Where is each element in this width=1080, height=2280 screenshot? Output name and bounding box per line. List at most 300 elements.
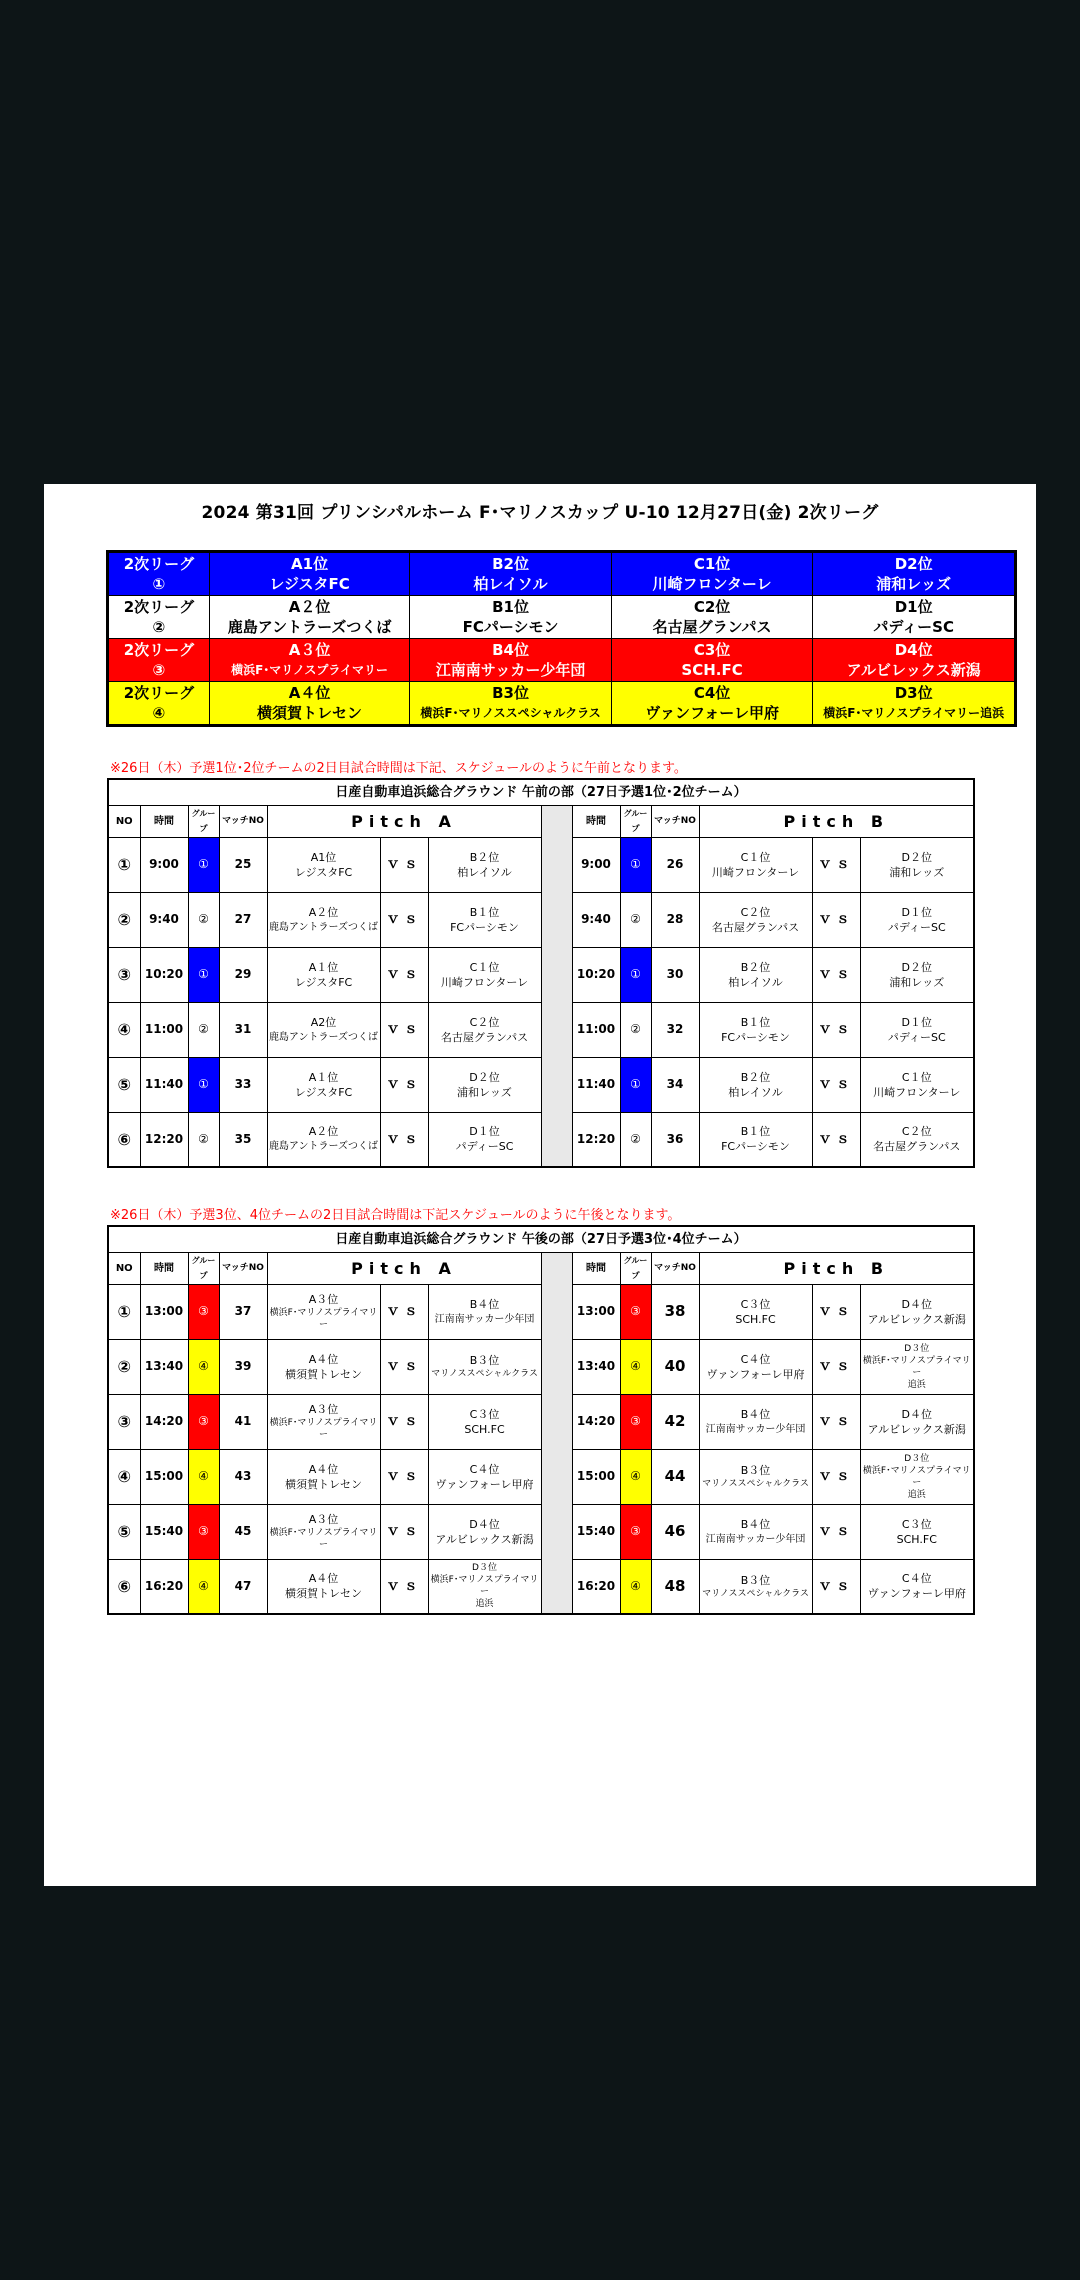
schedule-header-row <box>108 805 974 837</box>
group-rank: B2位 <box>492 555 529 573</box>
team-name: 横浜F･マリノスプライマリー <box>430 1575 539 1598</box>
match-number: 25 <box>219 837 267 892</box>
header-group: グループ <box>188 805 219 837</box>
match-number: 43 <box>219 1449 267 1504</box>
match-time: 9:00 <box>572 837 620 892</box>
round-number: ③ <box>108 1394 140 1449</box>
group-team-cell <box>410 682 612 726</box>
round-number: ③ <box>108 947 140 1002</box>
vs-label: ｖｓ <box>380 1559 428 1614</box>
vs-label: ｖｓ <box>812 1504 860 1559</box>
team-name: SCH.FC <box>896 1532 937 1546</box>
group-team-name: 横須賀トレセン <box>257 704 363 722</box>
vs-label: ｖｓ <box>812 1449 860 1504</box>
group-rank: D1位 <box>894 598 933 616</box>
vs-label: ｖｓ <box>812 1339 860 1394</box>
match-number: 35 <box>219 1112 267 1167</box>
vs-label: ｖｓ <box>812 1559 860 1614</box>
team-cell <box>699 1057 812 1112</box>
vs-label: ｖｓ <box>380 1002 428 1057</box>
schedule-sheet <box>44 484 1036 1886</box>
team-rank: B２位 <box>740 960 771 974</box>
vs-label: ｖｓ <box>812 1112 860 1167</box>
team-rank: D２位 <box>901 960 932 974</box>
team-name: SCH.FC <box>464 1422 505 1436</box>
team-name: 浦和レッズ <box>889 975 945 989</box>
match-time: 10:20 <box>572 947 620 1002</box>
team-cell <box>428 1339 541 1394</box>
group-team-name: 横浜F･マリノススペシャルクラス <box>420 706 601 720</box>
team-name: 浦和レッズ <box>457 1085 512 1099</box>
match-number: 42 <box>651 1394 699 1449</box>
team-name: 横浜F･マリノスプライマリー <box>862 1355 971 1378</box>
pitch-divider <box>541 1252 572 1614</box>
afternoon-schedule-table <box>107 1225 975 1615</box>
team-rank: C１位 <box>740 850 771 864</box>
group-badge: ② <box>188 1002 219 1057</box>
group-badge: ④ <box>620 1449 651 1504</box>
vs-label: ｖｓ <box>380 1449 428 1504</box>
match-number: 46 <box>651 1504 699 1559</box>
team-cell <box>860 1504 974 1559</box>
group-badge: ① <box>188 1057 219 1112</box>
team-cell <box>428 892 541 947</box>
team-cell <box>267 1057 380 1112</box>
match-number: 47 <box>219 1559 267 1614</box>
team-rank: B３位 <box>740 1464 771 1477</box>
group-badge: ③ <box>188 1394 219 1449</box>
round-number: ⑥ <box>108 1112 140 1167</box>
group-badge: ① <box>188 837 219 892</box>
vs-label: ｖｓ <box>812 1284 860 1339</box>
team-cell <box>267 1449 380 1504</box>
team-rank: A１位 <box>308 960 339 974</box>
header-match-no: マッチNO <box>219 1252 267 1284</box>
match-number: 31 <box>219 1002 267 1057</box>
team-cell <box>267 892 380 947</box>
team-name: レジスタFC <box>294 865 353 879</box>
league-label-cell <box>108 639 210 682</box>
schedule-caption-row <box>108 779 974 805</box>
team-cell <box>267 1504 380 1559</box>
match-number: 36 <box>651 1112 699 1167</box>
vs-label: ｖｓ <box>812 1394 860 1449</box>
group-badge: ③ <box>620 1284 651 1339</box>
league-label: 2次リーグ <box>123 555 195 573</box>
team-cell <box>428 1284 541 1339</box>
group-team-name: 横浜F･マリノスプライマリー <box>231 663 388 677</box>
team-cell <box>267 1559 380 1614</box>
vs-label: ｖｓ <box>812 892 860 947</box>
match-time: 15:40 <box>572 1504 620 1559</box>
header-pitch-b: Pitch B <box>699 1252 974 1284</box>
group-badge: ③ <box>188 1284 219 1339</box>
match-time: 15:00 <box>572 1449 620 1504</box>
league-number: ② <box>152 618 166 636</box>
team-name: 横須賀トレセン <box>285 1477 362 1491</box>
match-number: 37 <box>219 1284 267 1339</box>
round-number: ④ <box>108 1449 140 1504</box>
round-number: ② <box>108 892 140 947</box>
team-rank: C１位 <box>469 960 500 974</box>
header-pitch-b: Pitch B <box>699 805 974 837</box>
group-badge: ① <box>188 947 219 1002</box>
team-cell <box>267 947 380 1002</box>
league-label: 2次リーグ <box>123 641 195 659</box>
match-time: 11:00 <box>140 1002 188 1057</box>
team-rank: D２位 <box>469 1070 500 1084</box>
pitch-divider <box>541 805 572 1167</box>
team-name: アルビレックス新潟 <box>867 1312 966 1326</box>
group-rank: C2位 <box>693 598 731 616</box>
match-time: 11:40 <box>572 1057 620 1112</box>
round-number: ⑥ <box>108 1559 140 1614</box>
group-team-name: ヴァンフォーレ甲府 <box>645 704 779 722</box>
team-rank: C２位 <box>901 1125 932 1139</box>
team-cell <box>699 1002 812 1057</box>
vs-label: ｖｓ <box>380 1284 428 1339</box>
match-number: 41 <box>219 1394 267 1449</box>
team-rank: B３位 <box>740 1573 771 1587</box>
group-rank: C3位 <box>693 641 731 659</box>
header-time: 時間 <box>572 1252 620 1284</box>
league-label-cell <box>108 596 210 639</box>
team-name: 江南南サッカー少年団 <box>705 1533 806 1545</box>
team-name: パディーSC <box>455 1140 514 1154</box>
group-team-name: 江南南サッカー少年団 <box>435 661 586 679</box>
group-team-cell <box>611 639 813 682</box>
schedule-caption: 日産自動車追浜総合グラウンド 午後の部（27日予選3位･4位チーム） <box>108 1226 974 1252</box>
match-time: 16:20 <box>140 1559 188 1614</box>
vs-label: ｖｓ <box>380 1057 428 1112</box>
vs-label: ｖｓ <box>380 947 428 1002</box>
team-rank: A２位 <box>308 1125 339 1139</box>
vs-label: ｖｓ <box>812 1002 860 1057</box>
team-rank: B１位 <box>469 905 500 919</box>
match-time: 15:00 <box>140 1449 188 1504</box>
team-cell <box>428 1394 541 1449</box>
team-cell <box>860 1449 974 1504</box>
match-time: 11:00 <box>572 1002 620 1057</box>
group-rank: D2位 <box>894 555 933 573</box>
group-badge: ④ <box>188 1449 219 1504</box>
header-match-no: マッチNO <box>651 1252 699 1284</box>
group-rank: C1位 <box>693 555 731 573</box>
team-rank: B１位 <box>740 1125 771 1139</box>
group-team-cell <box>209 639 409 682</box>
match-number: 39 <box>219 1339 267 1394</box>
match-number: 27 <box>219 892 267 947</box>
header-group: グループ <box>188 1252 219 1284</box>
group-badge: ④ <box>188 1339 219 1394</box>
match-time: 13:40 <box>572 1339 620 1394</box>
group-team-cell <box>410 552 612 596</box>
team-name: 横須賀トレセン <box>285 1367 362 1381</box>
match-time: 9:00 <box>140 837 188 892</box>
afternoon-note: ※26日（木）予選3位、4位チームの2日目試合時間は下記スケジュールのように午後となります。 <box>110 1208 681 1223</box>
team-cell <box>428 837 541 892</box>
match-time: 15:40 <box>140 1504 188 1559</box>
group-team-name: 柏レイソル <box>473 575 548 593</box>
match-number: 45 <box>219 1504 267 1559</box>
match-number: 32 <box>651 1002 699 1057</box>
group-team-cell <box>410 596 612 639</box>
team-rank: B４位 <box>740 1517 771 1531</box>
header-match-no: マッチNO <box>651 805 699 837</box>
team-name: ヴァンフォーレ甲府 <box>706 1367 805 1381</box>
team-rank: C１位 <box>901 1070 932 1084</box>
group-rank: A２位 <box>288 598 331 616</box>
team-rank: C３位 <box>469 1407 500 1421</box>
team-cell <box>699 1504 812 1559</box>
team-name: レジスタFC <box>294 975 353 989</box>
league-label-cell <box>108 552 210 596</box>
team-cell <box>699 1394 812 1449</box>
group-rank: C4位 <box>693 684 731 702</box>
team-name: 横須賀トレセン <box>285 1587 362 1601</box>
team-rank: C４位 <box>469 1462 500 1476</box>
team-rank: A３位 <box>308 1293 339 1306</box>
team-name: レジスタFC <box>294 1085 353 1099</box>
group-badge: ② <box>620 1002 651 1057</box>
team-rank: A４位 <box>308 1352 339 1366</box>
group-badge: ① <box>620 837 651 892</box>
team-rank: D４位 <box>901 1297 932 1311</box>
group-team-name: 川崎フロンターレ <box>652 575 772 593</box>
team-cell <box>428 1559 541 1614</box>
team-name: 川崎フロンターレ <box>711 865 800 879</box>
group-rank: B1位 <box>492 598 529 616</box>
team-rank: A３位 <box>308 1513 339 1526</box>
team-cell <box>267 1394 380 1449</box>
team-name: 江南南サッカー少年団 <box>705 1423 806 1435</box>
team-rank: A１位 <box>308 1070 339 1084</box>
team-cell <box>860 1559 974 1614</box>
match-number: 29 <box>219 947 267 1002</box>
group-team-name: レジスタFC <box>269 575 350 593</box>
match-time: 13:00 <box>572 1284 620 1339</box>
team-rank: D１位 <box>901 905 932 919</box>
team-cell <box>860 947 974 1002</box>
league-number: ① <box>152 575 166 593</box>
page-title: 2024 第31回 プリンシパルホーム F･マリノスカップ U-10 12月27日(金) 2次リーグ <box>201 503 879 523</box>
team-rank: B４位 <box>469 1297 500 1311</box>
vs-label: ｖｓ <box>380 1112 428 1167</box>
group-team-name: 横浜F･マリノスプライマリー追浜 <box>823 706 1005 720</box>
team-cell <box>699 1559 812 1614</box>
team-rank: D３位 <box>904 1453 930 1464</box>
league-label: 2次リーグ <box>123 598 195 616</box>
match-time: 12:20 <box>572 1112 620 1167</box>
vs-label: ｖｓ <box>380 1504 428 1559</box>
match-number: 44 <box>651 1449 699 1504</box>
team-cell <box>860 837 974 892</box>
match-time: 9:40 <box>140 892 188 947</box>
team-cell <box>428 1449 541 1504</box>
group-team-cell <box>209 682 409 726</box>
group-team-name: パディーSC <box>873 618 954 636</box>
team-name: パディーSC <box>887 920 946 934</box>
group-rank: A1位 <box>291 555 329 573</box>
group-row <box>108 639 1016 682</box>
group-team-cell <box>611 552 813 596</box>
team-cell <box>860 1284 974 1339</box>
match-time: 10:20 <box>140 947 188 1002</box>
team-cell <box>860 1002 974 1057</box>
group-rank: A４位 <box>288 684 331 702</box>
team-name: 追浜 <box>475 1599 494 1610</box>
group-rank: A３位 <box>288 641 331 659</box>
team-name: 横浜F･マリノスプライマリー <box>269 1528 378 1550</box>
group-table <box>106 550 1017 727</box>
match-number: 34 <box>651 1057 699 1112</box>
match-number: 28 <box>651 892 699 947</box>
round-number: ① <box>108 1284 140 1339</box>
team-rank: A４位 <box>308 1572 339 1586</box>
team-cell <box>860 1339 974 1394</box>
vs-label: ｖｓ <box>812 1057 860 1112</box>
match-number: 40 <box>651 1339 699 1394</box>
match-number: 26 <box>651 837 699 892</box>
group-badge: ④ <box>620 1339 651 1394</box>
team-name: 追浜 <box>907 1489 926 1500</box>
team-rank: A1位 <box>310 850 337 864</box>
team-name: 江南南サッカー少年団 <box>434 1313 535 1325</box>
team-name: 名古屋グランパス <box>873 1140 961 1154</box>
group-rank: D3位 <box>894 684 933 702</box>
team-rank: D１位 <box>901 1015 932 1029</box>
team-rank: B２位 <box>740 1070 771 1084</box>
team-name: 鹿島アントラーズつくば <box>268 921 379 933</box>
team-name: 横浜F･マリノスプライマリー <box>269 1418 378 1440</box>
group-team-cell <box>813 552 1016 596</box>
group-team-cell <box>209 596 409 639</box>
team-name: 追浜 <box>907 1379 926 1390</box>
team-rank: C３位 <box>740 1297 771 1311</box>
team-name: 名古屋グランパス <box>711 920 800 934</box>
header-pitch-a: Pitch A <box>267 1252 541 1284</box>
schedule-caption-row <box>108 1226 974 1252</box>
group-rank: B3位 <box>492 684 529 702</box>
group-row <box>108 682 1016 726</box>
team-name: 柏レイソル <box>457 865 512 879</box>
team-cell <box>267 1112 380 1167</box>
team-name: マリノススペシャルクラス <box>431 1369 538 1379</box>
group-badge: ③ <box>188 1504 219 1559</box>
team-cell <box>860 892 974 947</box>
team-cell <box>428 1504 541 1559</box>
team-cell <box>699 947 812 1002</box>
league-label-cell <box>108 682 210 726</box>
team-name: 横浜F･マリノスプライマリー <box>269 1308 378 1330</box>
morning-schedule-table <box>107 778 975 1168</box>
vs-label: ｖｓ <box>380 1339 428 1394</box>
vs-label: ｖｓ <box>380 837 428 892</box>
team-rank: C２位 <box>469 1015 500 1029</box>
header-time: 時間 <box>140 1252 188 1284</box>
match-number: 33 <box>219 1057 267 1112</box>
team-cell <box>267 1339 380 1394</box>
header-no: NO <box>108 1252 140 1284</box>
team-name: FCパーシモン <box>721 1140 790 1154</box>
group-team-cell <box>611 596 813 639</box>
team-rank: B２位 <box>469 850 500 864</box>
match-time: 12:20 <box>140 1112 188 1167</box>
team-name: 浦和レッズ <box>889 865 945 879</box>
group-badge: ② <box>188 1112 219 1167</box>
team-rank: B３位 <box>469 1354 500 1367</box>
header-group: グループ <box>620 1252 651 1284</box>
schedule-header-row <box>108 1252 974 1284</box>
team-name: 川崎フロンターレ <box>873 1085 961 1099</box>
team-rank: A３位 <box>308 1403 339 1416</box>
group-badge: ③ <box>620 1504 651 1559</box>
team-cell <box>428 1057 541 1112</box>
group-badge: ② <box>620 1112 651 1167</box>
team-name: アルビレックス新潟 <box>867 1422 966 1436</box>
group-rank: D4位 <box>894 641 933 659</box>
morning-note: ※26日（木）予選1位･2位チームの2日目試合時間は下記、スケジュールのように午前となります。 <box>110 761 687 776</box>
team-rank: D３位 <box>904 1343 930 1354</box>
league-label: 2次リーグ <box>123 684 195 702</box>
team-rank: C４位 <box>740 1352 771 1366</box>
group-team-name: 浦和レッズ <box>876 575 952 593</box>
team-name: SCH.FC <box>735 1312 776 1326</box>
league-number: ④ <box>152 704 166 722</box>
team-name: 横浜F･マリノスプライマリー <box>862 1465 971 1488</box>
header-match-no: マッチNO <box>219 805 267 837</box>
group-team-name: アルビレックス新潟 <box>846 661 981 679</box>
group-team-cell <box>611 682 813 726</box>
header-pitch-a: Pitch A <box>267 805 541 837</box>
group-team-name: 鹿島アントラーズつくば <box>227 618 392 636</box>
team-cell <box>699 1284 812 1339</box>
team-cell <box>860 1394 974 1449</box>
group-row <box>108 596 1016 639</box>
team-name: マリノススペシャルクラス <box>702 1588 809 1599</box>
team-name: 鹿島アントラーズつくば <box>268 1141 379 1153</box>
team-cell <box>699 837 812 892</box>
group-row <box>108 552 1016 596</box>
team-cell <box>428 947 541 1002</box>
team-cell <box>699 1112 812 1167</box>
team-rank: D４位 <box>901 1407 932 1421</box>
header-time: 時間 <box>140 805 188 837</box>
match-time: 14:20 <box>140 1394 188 1449</box>
group-badge: ④ <box>188 1559 219 1614</box>
team-cell <box>699 1339 812 1394</box>
group-team-name: FCパーシモン <box>462 618 559 636</box>
team-name: ヴァンフォーレ甲府 <box>867 1587 966 1601</box>
team-rank: A２位 <box>308 905 339 919</box>
vs-label: ｖｓ <box>812 947 860 1002</box>
team-name: アルビレックス新潟 <box>435 1532 534 1546</box>
match-number: 38 <box>651 1284 699 1339</box>
match-number: 48 <box>651 1559 699 1614</box>
group-badge: ② <box>188 892 219 947</box>
team-cell <box>267 1284 380 1339</box>
match-time: 13:40 <box>140 1339 188 1394</box>
group-badge: ④ <box>620 1559 651 1614</box>
team-name: FCパーシモン <box>450 920 519 934</box>
team-name: パディーSC <box>887 1030 946 1044</box>
team-rank: B４位 <box>740 1407 771 1421</box>
header-no: NO <box>108 805 140 837</box>
team-name: 柏レイソル <box>728 1085 783 1099</box>
team-rank: B１位 <box>740 1015 771 1029</box>
header-time: 時間 <box>572 805 620 837</box>
league-number: ③ <box>152 661 166 679</box>
